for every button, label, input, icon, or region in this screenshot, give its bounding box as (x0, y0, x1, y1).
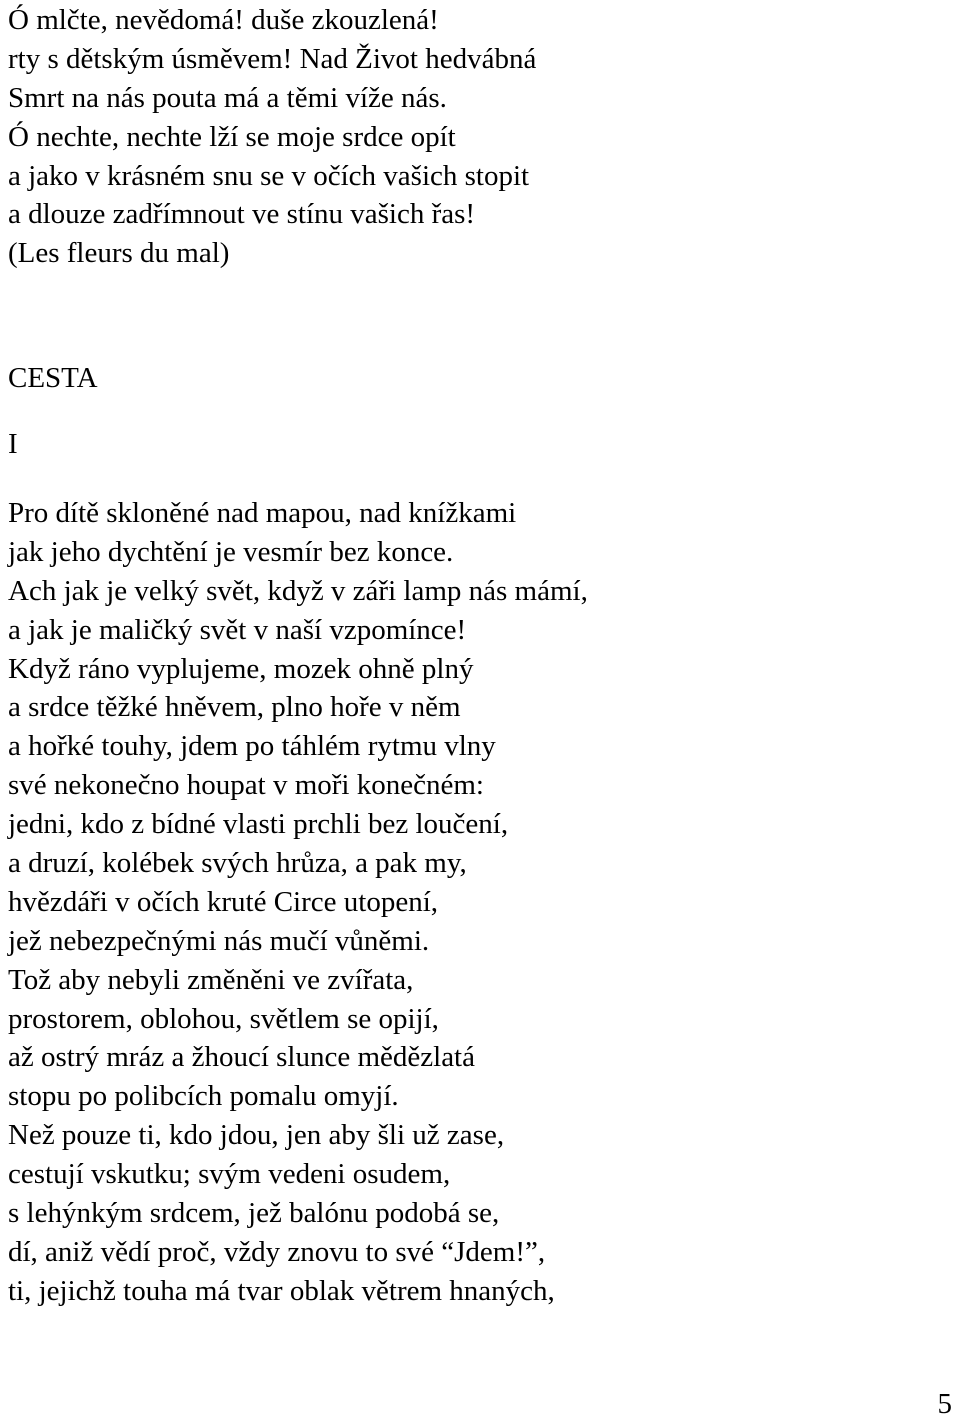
poem-line: Smrt na nás pouta má a těmi víže nás. (8, 81, 447, 114)
poem-line: jak jeho dychtění je vesmír bez konce. (8, 535, 454, 568)
poem-line: a hořké touhy, jdem po táhlém rytmu vlny (8, 730, 496, 763)
section-number: I (8, 428, 18, 460)
poem-line: a srdce těžké hněvem, plno hoře v něm (8, 691, 461, 724)
poem-line: jež nebezpečnými nás mučí vůněmi. (8, 924, 430, 957)
poem-line: Tož aby nebyli změněni ve zvířata, (8, 963, 414, 996)
poem-stanza-top (8, 1, 536, 273)
poem-line: a jak je maličký svět v naší vzpomínce! (8, 613, 467, 646)
poem-line: až ostrý mráz a žhoucí slunce mědězlatá (8, 1041, 475, 1074)
poem-line: Ach jak je velký svět, když v záři lamp nás mámí, (8, 574, 588, 607)
poem-line: a dlouze zadřímnout ve stínu vašich řas! (8, 198, 476, 231)
poem-line: Než pouze ti, kdo jdou, jen aby šli už zase, (8, 1119, 505, 1152)
poem-line: prostorem, oblohou, světlem se opijí, (8, 1002, 439, 1035)
poem-line: a jako v krásném snu se v očích vašich stopit (8, 159, 530, 192)
poem-line: dí, aniž vědí proč, vždy znovu to své “Jdem!”, (8, 1235, 546, 1268)
source-attribution: (Les fleurs du mal) (8, 237, 230, 270)
poem-line: jedni, kdo z bídné vlasti prchli bez loučení, (8, 808, 509, 841)
poem-line: s lehýnkým srdcem, jež balónu podobá se, (8, 1197, 500, 1230)
poem-line: cestují vskutku; svým vedeni osudem, (8, 1158, 451, 1191)
poem-line: ti, jejichž touha má tvar oblak větrem hnaných, (8, 1274, 555, 1307)
page-number: 5 (937, 1388, 952, 1420)
poem-line: rty s dětským úsměvem! Nad Život hedvábná (8, 42, 537, 75)
poem-line: hvězdáři v očích kruté Circe utopení, (8, 885, 439, 918)
poem-line: a druzí, kolébek svých hrůza, a pak my, (8, 847, 467, 880)
poem-line: Pro dítě skloněné nad mapou, nad knížkami (8, 497, 517, 529)
poem-line: své nekonečno houpat v moři konečném: (8, 769, 484, 802)
chapter-title: CESTA (8, 362, 98, 394)
poem-line: Když ráno vyplujeme, mozek ohně plný (8, 652, 474, 685)
poem-line: stopu po polibcích pomalu omyjí. (8, 1080, 399, 1113)
poem-stanza-main (8, 494, 588, 1311)
poem-line: Ó mlčte, nevědomá! duše zkouzlená! (8, 4, 439, 36)
poem-line: Ó nechte, nechte lží se moje srdce opít (8, 120, 456, 153)
